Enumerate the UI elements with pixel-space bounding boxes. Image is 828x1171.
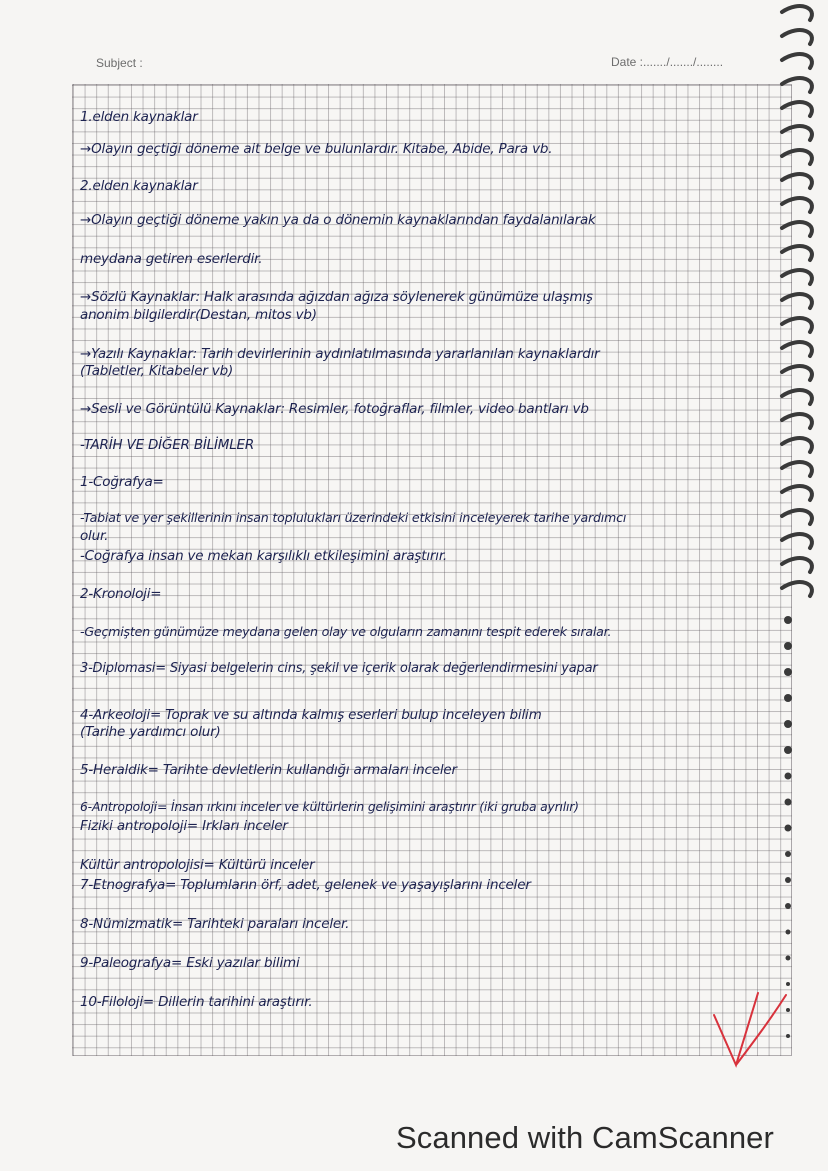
date-label: Date :......./......./........ — [611, 55, 724, 69]
note-line: -Tabiat ve yer şekillerinin insan toplulukları üzerindeki etkisini inceleyerek tarihe yardımcı — [80, 510, 627, 525]
note-line: 2-Kronoloji= — [80, 586, 162, 602]
note-line: meydana getiren eserlerdir. — [80, 251, 263, 267]
note-line: 10-Filoloji= Dillerin tarihini araştırır. — [80, 994, 313, 1010]
note-line: (Tabletler, Kitabeler vb) — [80, 363, 234, 379]
note-line: (Tarihe yardımcı olur) — [80, 724, 221, 740]
note-line: →Olayın geçtiği döneme ait belge ve bulunlardır. Kitabe, Abide, Para vb. — [80, 141, 553, 157]
note-line: anonim bilgilerdir(Destan, mitos vb) — [80, 307, 317, 323]
note-line: 2.elden kaynaklar — [80, 178, 198, 194]
note-line: Kültür antropolojisi= Kültürü inceler — [80, 857, 315, 873]
note-line: →Olayın geçtiği döneme yakın ya da o dönemin kaynaklarından faydalanılarak — [80, 212, 596, 228]
grid-paper — [72, 84, 792, 1056]
note-line: 6-Antropoloji= İnsan ırkını inceler ve kültürlerin gelişimini araştırır (iki gruba ayrılır) — [80, 799, 579, 814]
note-line: 1.elden kaynaklar — [80, 109, 198, 125]
note-line: olur. — [80, 528, 109, 544]
subject-label: Subject : — [96, 56, 143, 70]
note-line: Fiziki antropoloji= Irkları inceler — [80, 818, 288, 834]
spiral-binding-icon — [770, 0, 828, 1120]
note-line: 7-Etnografya= Toplumların örf, adet, gelenek ve yaşayışlarını inceler — [80, 877, 531, 893]
note-line: -Coğrafya insan ve mekan karşılıklı etkileşimini araştırır. — [80, 548, 448, 564]
note-line: -Geçmişten günümüze meydana gelen olay ve olguların zamanını tespit ederek sıralar. — [80, 624, 612, 639]
note-line: 3-Diplomasi= Siyasi belgelerin cins, şekil ve içerik olarak değerlendirmesini yapar — [80, 661, 598, 676]
note-line: →Sesli ve Görüntülü Kaynaklar: Resimler, fotoğraflar, filmler, video bantları vb — [80, 401, 589, 417]
note-line: -TARİH VE DİĞER BİLİMLER — [80, 437, 255, 453]
note-line: 9-Paleografya= Eski yazılar bilimi — [80, 955, 300, 971]
note-line: 1-Coğrafya= — [80, 474, 164, 490]
note-line: 5-Heraldik= Tarihte devletlerin kullandığı armaları inceler — [80, 762, 457, 778]
note-line: →Yazılı Kaynaklar: Tarih devirlerinin aydınlatılmasında yararlanılan kaynaklardır — [80, 346, 600, 362]
note-line: 4-Arkeoloji= Toprak ve su altında kalmış eserleri bulup inceleyen bilim — [80, 707, 542, 723]
note-line: 8-Nümizmatik= Tarihteki paraları inceler. — [80, 916, 350, 932]
note-line: →Sözlü Kaynaklar: Halk arasında ağızdan ağıza söylenerek günümüze ulaşmış — [80, 289, 593, 305]
scanner-watermark: Scanned with CamScanner — [396, 1120, 774, 1155]
